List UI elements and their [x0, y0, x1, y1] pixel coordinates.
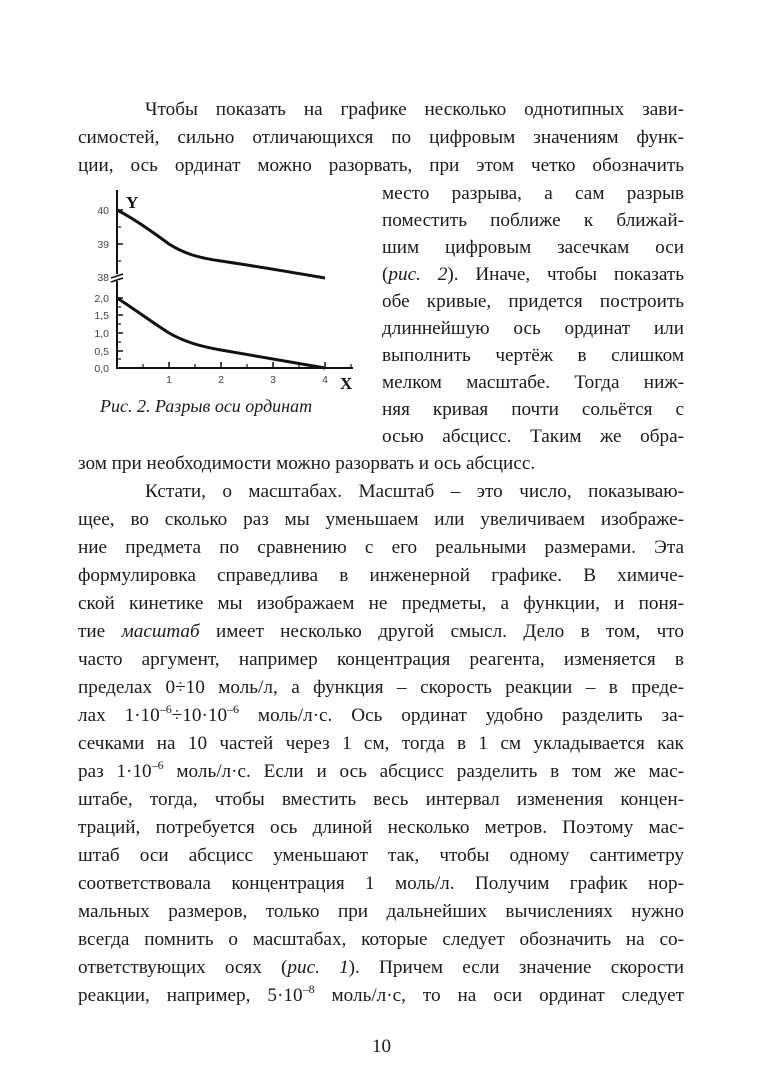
text-line [78, 955, 684, 981]
figure-caption: Рис. 2. Разрыв оси ординат [100, 396, 313, 416]
text-line: щее, во сколько раз мы уменьшаем или увеличиваем изображе- [78, 509, 684, 530]
text-line: всегда помнить о масштабах, которые следует обозначить на со- [78, 929, 684, 950]
text-line: место разрыва, а сам разрыв [382, 183, 684, 204]
figure-reference: рис. 1 [287, 957, 349, 978]
text-line: Кстати, о масштабах. Масштаб – это число, показываю- [145, 481, 684, 502]
exponent: –6 [159, 702, 172, 716]
figure-reference: рис. 2 [388, 264, 448, 285]
y-tick-label: 1,0 [94, 328, 109, 340]
x-tick-label: 2 [218, 374, 224, 386]
text-line: мелком масштабе. Тогда ниж- [382, 372, 684, 393]
text-line: поместить поближе к ближай- [382, 210, 684, 231]
y-tick-label: 39 [97, 239, 109, 251]
text-line: мальных размеров, только при дальнейших вычислениях нужно [78, 901, 684, 922]
text-line: няя кривая почти сольётся с [382, 399, 684, 420]
text-line [78, 619, 684, 645]
exponent: –6 [151, 758, 164, 772]
text-line: выполнить чертёж в слишком [382, 345, 684, 366]
text-line: штабе, тогда, чтобы вместить весь интервал изменения концен- [78, 789, 684, 810]
text-span: ). Иначе, чтобы показать [447, 264, 684, 285]
text-line: штаб оси абсцисс уменьшают так, чтобы одному сантиметру [78, 845, 684, 866]
text-line: формулировка справедлива в инженерной графике. В химиче- [78, 565, 684, 586]
text-line: сечками на 10 частей через 1 см, тогда в 1 см укладывается как [78, 733, 684, 754]
chart-svg [78, 186, 368, 426]
text-line: ской кинетике мы изображаем не предметы, а функции, и поня- [78, 593, 684, 614]
figure-axis-break-chart [78, 186, 368, 426]
text-line: (рис. 2). Иначе, чтобы показать [382, 264, 684, 285]
italic-term: масштаб [121, 621, 200, 642]
text-span: раз 1·10 [78, 761, 152, 782]
text-span: моль/л·с. Если и ось абсцисс разделить в том же мас- [163, 761, 684, 782]
y-tick-label: 0,0 [94, 363, 109, 375]
exponent: –6 [227, 702, 240, 716]
y-tick-label: 0,5 [94, 346, 109, 358]
text-span: ответствующих осях ( [78, 957, 288, 978]
text-span: реакции, например, 5·10 [78, 985, 303, 1006]
text-span: моль/л·с. Ось ординат удобно разделить за- [239, 705, 684, 726]
y-axis-label: Y [126, 193, 139, 212]
text-span: ). Причем если значение скорости [348, 957, 684, 978]
text-span: имеет несколько другой смысл. Дело в том, что [199, 621, 684, 642]
text-line: траций, потребуется ось длиной несколько метров. Поэтому мас- [78, 817, 684, 838]
lower-curve [117, 298, 325, 368]
text-line: осью абсцисс. Таким же обра- [382, 426, 684, 447]
text-line: длиннейшую ось ординат или [382, 318, 684, 339]
text-span: ÷10·10 [171, 705, 228, 726]
text-line: обе кривые, придется построить [382, 291, 684, 312]
text-line: пределах 0÷10 моль/л, а функция – скорость реакции – в преде- [78, 677, 684, 698]
text-line: ции, ось ординат можно разорвать, при этом четко обозначить [78, 155, 684, 176]
x-axis-label: X [340, 374, 353, 393]
x-tick-label: 3 [270, 374, 276, 386]
text-span: тие [78, 621, 122, 642]
text-line [78, 703, 684, 729]
text-line: шим цифровым засечкам оси [382, 237, 684, 258]
text-line [78, 983, 684, 1009]
upper-curve [117, 210, 325, 278]
text-line: зом при необходимости можно разорвать и ось абсцисс. [78, 453, 536, 474]
text-line: часто аргумент, например концентрация реагента, изменяется в [78, 649, 684, 670]
text-line: симостей, сильно отличающихся по цифровым значениям функ- [78, 127, 684, 148]
text-line [78, 759, 684, 785]
text-line: ние предмета по сравнению с его реальными размерами. Эта [78, 537, 684, 558]
exponent: –8 [302, 982, 315, 996]
y-tick-label: 1,5 [94, 310, 109, 322]
text-span: моль/л·с, то на оси ординат следует [314, 985, 685, 1006]
y-tick-label: 38 [97, 272, 109, 284]
y-tick-label: 2,0 [94, 293, 109, 305]
text-line: Чтобы показать на графике несколько однотипных зави- [145, 99, 684, 120]
text-span: лах 1·10 [78, 705, 160, 726]
x-tick-label: 1 [166, 374, 172, 386]
page-number: 10 [372, 1036, 391, 1057]
x-tick-label: 4 [322, 374, 328, 386]
text-line: соответствовала концентрация 1 моль/л. Получим график нор- [78, 873, 684, 894]
y-tick-label: 40 [97, 205, 109, 217]
